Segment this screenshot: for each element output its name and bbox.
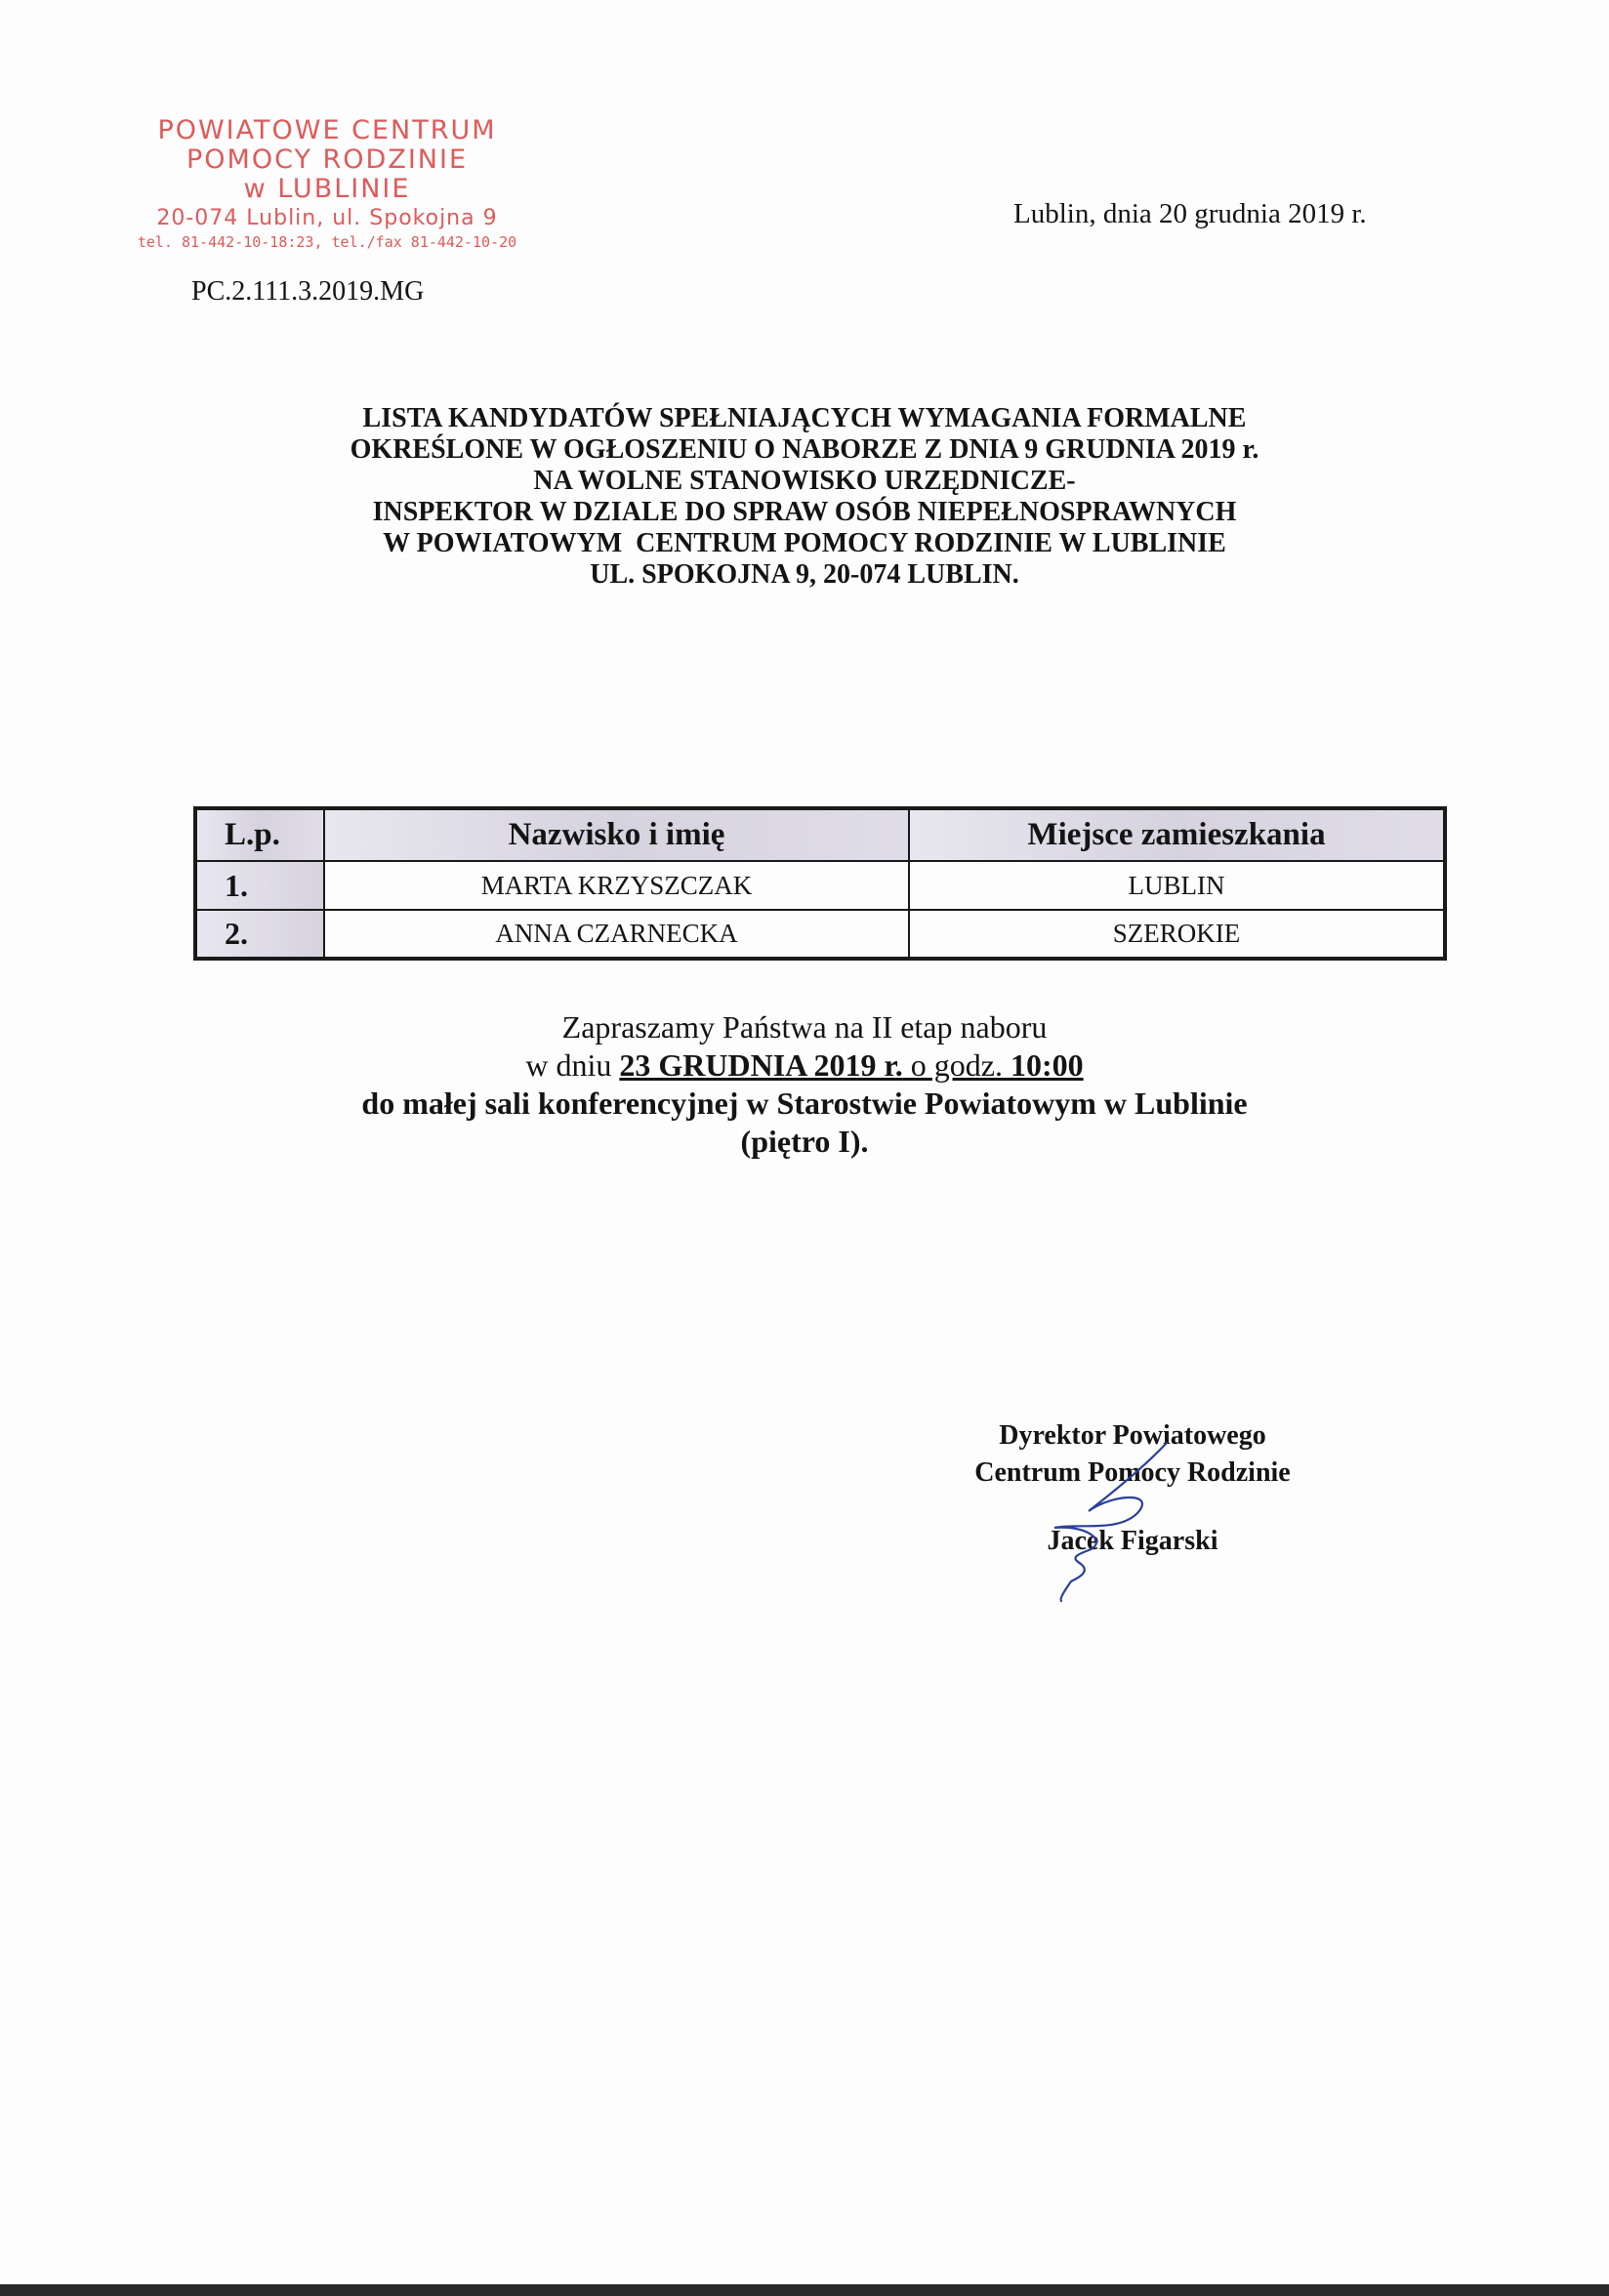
stamp-address: 20-074 Lublin, ul. Spokojna 9 <box>156 206 498 230</box>
candidates-table <box>193 806 1447 961</box>
stamp-line: w LUBLINIE <box>243 174 411 204</box>
handwritten-signature <box>1020 1435 1206 1606</box>
signatory-title: Centrum Pomocy Rodzinie <box>974 1457 1291 1488</box>
invite-line <box>127 1046 1482 1085</box>
stamp-line: POWIATOWE CENTRUM <box>157 115 497 145</box>
document-heading <box>127 403 1482 591</box>
invite-line: Zapraszamy Państwa na II etap naboru <box>561 1009 1048 1045</box>
cell-place: SZEROKIE <box>909 910 1445 959</box>
signatory-title: Dyrektor Powiatowego <box>999 1420 1266 1451</box>
heading-line: INSPEKTOR W DZIALE DO SPRAW OSÓB NIEPEŁNOSPRAWNYCH <box>372 497 1237 527</box>
scan-edge <box>0 2284 1609 2296</box>
table-header-row <box>195 808 1445 861</box>
invitation-text <box>127 1008 1482 1161</box>
column-header-name: Nazwisko i imię <box>324 808 909 861</box>
table-row <box>195 861 1445 910</box>
heading-line: OKREŚLONE W OGŁOSZENIU O NABORZE Z DNIA 9 GRUDNIA 2019 r. <box>350 434 1259 465</box>
stamp-line: POMOCY RODZINIE <box>186 144 469 175</box>
reference-number: PC.2.111.3.2019.MG <box>191 276 425 307</box>
signatory-name: Jacek Figarski <box>1047 1526 1218 1556</box>
invite-line: do małej sali konferencyjnej w Starostwie Powiatowym w Lublinie <box>361 1086 1248 1121</box>
heading-line: NA WOLNE STANOWISKO URZĘDNICZE- <box>533 466 1076 496</box>
invite-prefix: w dniu <box>525 1047 620 1083</box>
invite-time: 10:00 <box>1002 1047 1084 1083</box>
cell-lp: 1. <box>195 861 324 910</box>
invite-line: (piętro I). <box>740 1124 869 1159</box>
cell-place: LUBLIN <box>909 861 1445 910</box>
heading-line: UL. SPOKOJNA 9, 20-074 LUBLIN. <box>590 559 1019 590</box>
column-header-place: Miejsce zamieszkania <box>909 808 1445 861</box>
document-date: Lublin, dnia 20 grudnia 2019 r. <box>1013 198 1367 229</box>
invite-date: 23 GRUDNIA 2019 r. <box>619 1047 903 1083</box>
cell-lp: 2. <box>195 910 324 959</box>
heading-line: W POWIATOWYM CENTRUM POMOCY RODZINIE W LUBLINIE <box>383 528 1226 558</box>
cell-name: MARTA KRZYSZCZAK <box>324 861 909 910</box>
stamp-phone: tel. 81-442-10-18:23, tel./fax 81-442-10-20 <box>137 233 517 251</box>
institution-stamp <box>137 117 517 250</box>
table-row <box>195 910 1445 959</box>
invite-hour-label: o godz. <box>902 1047 1003 1083</box>
cell-name: ANNA CZARNECKA <box>324 910 909 959</box>
heading-line: LISTA KANDYDATÓW SPEŁNIAJĄCYCH WYMAGANIA FORMALNE <box>362 403 1247 433</box>
column-header-lp: L.p. <box>195 808 324 861</box>
